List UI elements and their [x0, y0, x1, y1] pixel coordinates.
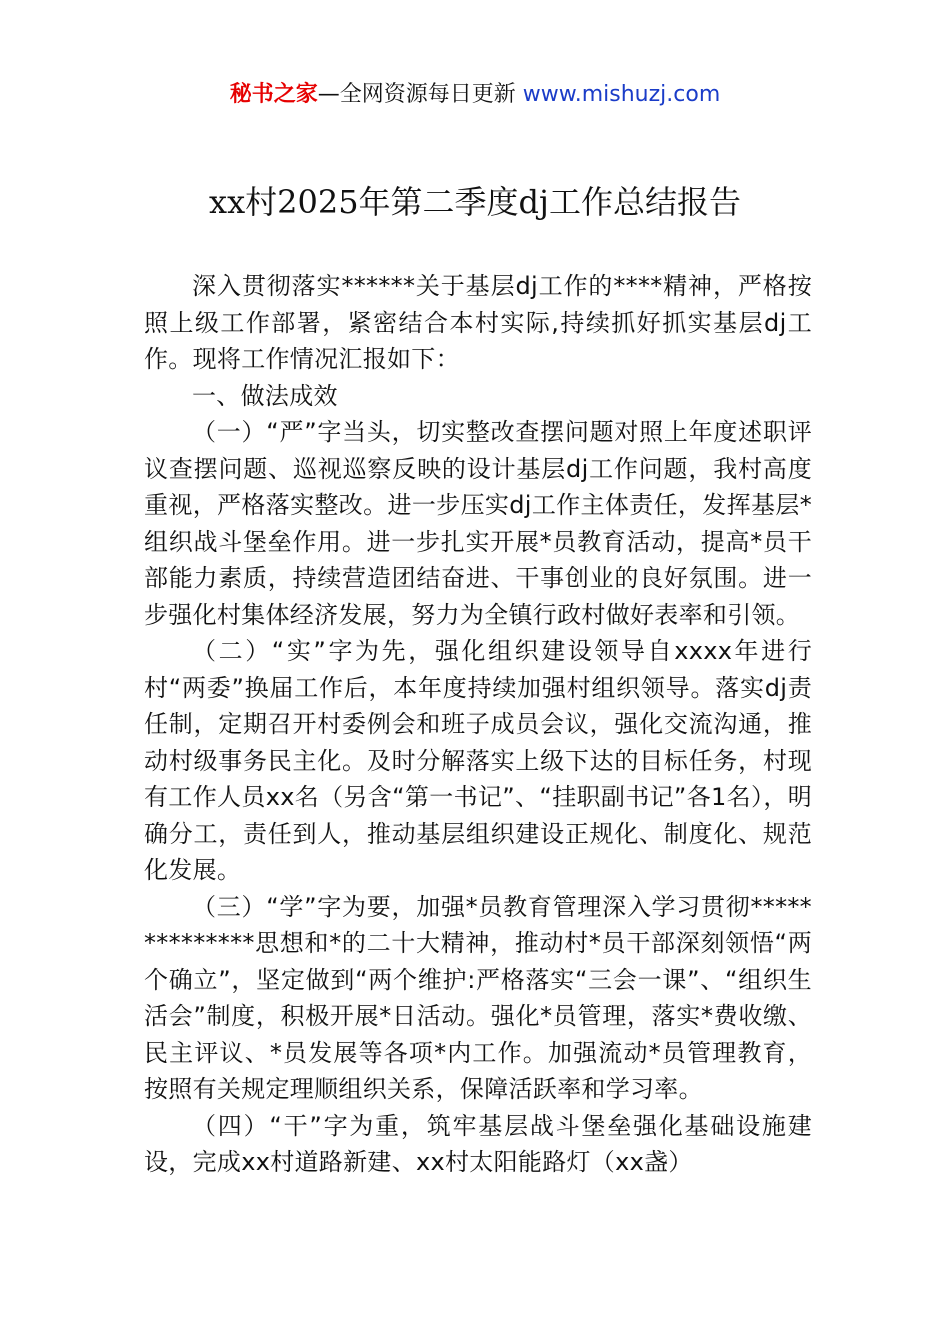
document-body [144, 268, 812, 1181]
site-brand: 秘书之家 [229, 82, 318, 107]
paragraph-shi: （二）“实”字为先，强化组织建设领导自xxxx年进行村“两委”换届工作后，本年度持续加强村组织领导。落实dj责任制，定期召开村委例会和班子成员会议，强化交流沟通，推动村级事务民主化。及时分解落实上级下达的目标任务，村现有工作人员xx名（另含“第一书记”、“挂职副书记”各1名），明确分工，责任到人，推动基层组织建设正规化、制度化、规范化发展。 [144, 637, 812, 884]
paragraph-gan: （四）“干”字为重，筑牢基层战斗堡垒强化基础设施建设，完成xx村道路新建、xx村太阳能路灯（xx盏） [144, 1111, 812, 1176]
section-heading-1: 一、做法成效 [192, 381, 338, 410]
paragraph-xue: （三）“学”字为要，加强*员教育管理深入学习贯彻**************思想和*的二十大精神，推动村*员干部深刻领悟“两个确立”，坚定做到“两个维护:严格落实“三会一课”、“组织生活会”制度，积极开展*日活动。强化*员管理，落实*费收缴、民主评议、*员发展等各项*内工作。加强流动*员管理教育，按照有关规定理顺组织关系，保障活跃率和学习率。 [144, 892, 812, 1103]
paragraph-yan: （一）“严”字当头，切实整改查摆问题对照上年度述职评议查摆问题、巡视巡察反映的设计基层dj工作问题，我村高度重视，严格落实整改。进一步压实dj工作主体责任，发挥基层*组织战斗堡垒作用。进一步扎实开展*员教育活动，提高*员干部能力素质，持续营造团结奋进、干事创业的良好氛围。进一步强化村集体经济发展，努力为全镇行政村做好表率和引领。 [144, 418, 812, 629]
document-title: xx村2025年第二季度dj工作总结报告 [209, 183, 741, 221]
site-header [0, 80, 950, 110]
intro-paragraph: 深入贯彻落实******关于基层dj工作的****精神，严格按照上级工作部署，紧密结合本村实际,持续抓好抓实基层dj工作。现将工作情况汇报如下： [144, 272, 812, 373]
site-url-link[interactable]: www.mishuzj.com [522, 82, 721, 107]
site-tagline: —全网资源每日更新 [317, 82, 523, 107]
